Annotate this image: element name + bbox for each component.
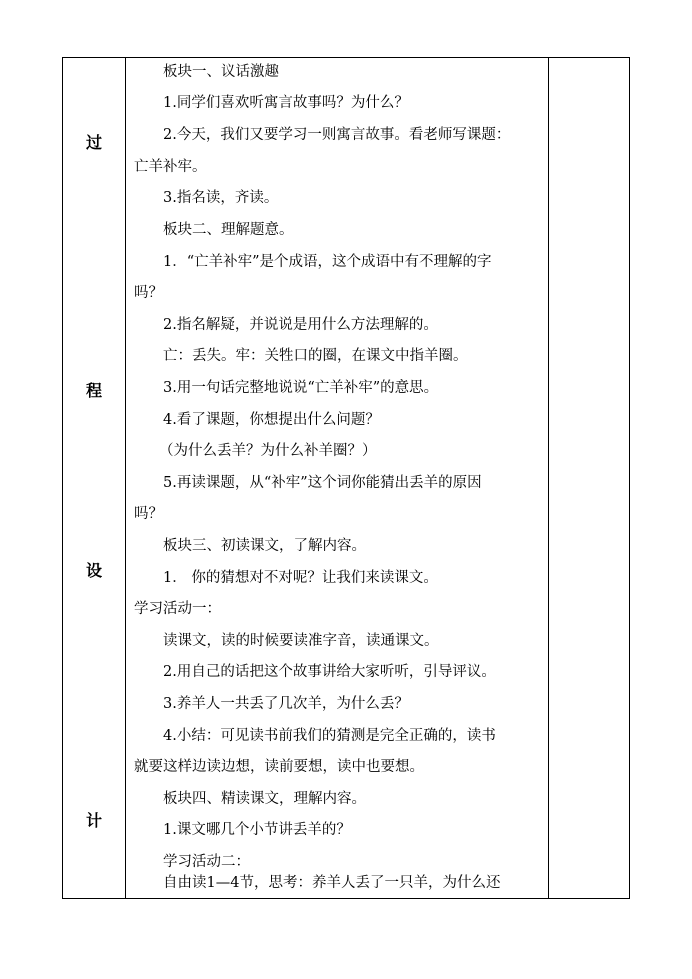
text-line: 学习活动二： — [163, 854, 250, 870]
text-line: 板块一、议话激趣 — [163, 64, 279, 80]
text-line: 1.同学们喜欢听寓言故事吗？为什么？ — [163, 95, 409, 111]
text-line: 读课文，读的时候要读准字音，读通课文。 — [163, 633, 439, 649]
text-line: 板块四、精读课文，理解内容。 — [163, 791, 366, 807]
column-divider-right — [548, 58, 549, 898]
text-line: 2.用自己的话把这个故事讲给大家听听，引导评议。 — [163, 664, 496, 680]
label-guo: 过 — [85, 133, 102, 152]
text-line: 3.养羊人一共丢了几次羊，为什么丢？ — [163, 696, 409, 712]
lesson-table — [62, 57, 630, 899]
text-line: 1.课文哪几个小节讲丢羊的？ — [163, 822, 351, 838]
text-line: 板块二、理解题意。 — [163, 222, 294, 238]
label-she: 设 — [85, 561, 102, 580]
text-line: 3.用一句话完整地说说“亡羊补牢”的意思。 — [163, 380, 439, 396]
text-line: （为什么丢羊？为什么补羊圈？） — [159, 443, 377, 459]
text-line: 2.今天，我们又要学习一则寓言故事。看老师写课题： — [163, 127, 511, 143]
text-line: 1． 你的猜想对不对呢？让我们来读课文。 — [163, 570, 438, 586]
text-line: 4.小结：可见读书前我们的猜测是完全正确的，读书 — [163, 728, 496, 744]
text-line: 2.指名解疑，并说说是用什么方法理解的。 — [163, 317, 438, 333]
label-cheng: 程 — [85, 381, 102, 400]
text-line: 吗？ — [134, 285, 163, 301]
text-line: 吗？ — [134, 506, 163, 522]
text-line: 3.指名读，齐读。 — [163, 190, 279, 206]
text-line: 1．“亡羊补牢”是个成语，这个成语中有不理解的字 — [163, 254, 492, 270]
text-line: 自由读1—4节，思考：养羊人丢了一只羊，为什么还 — [163, 875, 501, 891]
text-line: 学习活动一： — [134, 601, 221, 617]
text-line: 亡：丢失。牢：关牲口的圈，在课文中指羊圈。 — [163, 348, 468, 364]
text-line: 4.看了课题，你想提出什么问题？ — [163, 412, 380, 428]
text-line: 板块三、初读课文，了解内容。 — [163, 538, 366, 554]
text-line: 亡羊补牢。 — [134, 159, 207, 175]
text-line: 5.再读课题，从“补牢”这个词你能猜出丢羊的原因 — [163, 475, 482, 491]
text-line: 就要这样边读边想，读前要想，读中也要想。 — [134, 759, 424, 775]
label-ji: 计 — [85, 811, 102, 830]
